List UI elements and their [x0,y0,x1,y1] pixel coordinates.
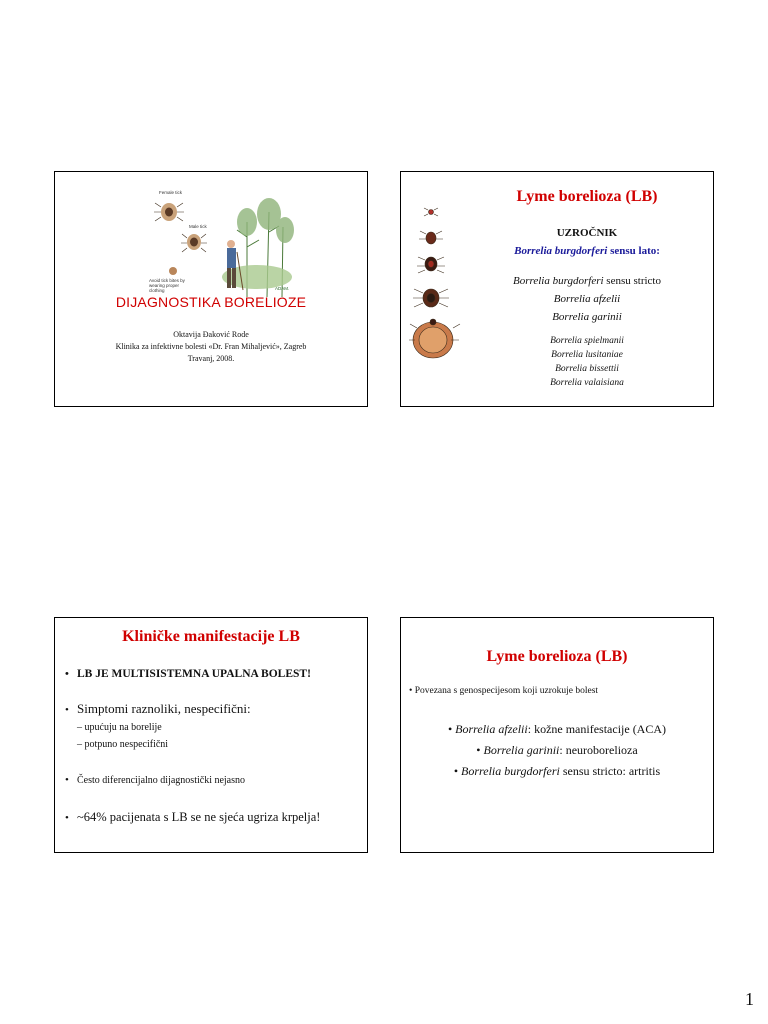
species-italic: Borrelia burgdorferi [513,275,604,287]
page-number: 1 [745,989,754,1009]
genospecies-item: • Borrelia garinii: neuroborelioza [476,743,638,757]
slide-title-lyme: Lyme borelioza (LB) [516,188,658,205]
female-tick-label: Female tick [159,190,183,195]
species-item [461,308,713,326]
slide-clinical-manifestations [54,617,368,853]
slide-genospecies [400,617,714,853]
intro-text: Povezana s genospecijesom koji uzrokuje bolest [414,686,599,696]
genospecies-plain: sensu stricto: artritis [559,764,661,778]
genus-line [461,242,713,260]
bullet-dot: • [65,774,69,786]
tick-illustration [147,182,297,297]
sub-bullet: – potpuno nespecifični [77,739,169,750]
genus-italic: Borrelia burgdorferi [514,245,608,257]
male-tick-label: Male tick [189,224,207,229]
bullet-dot: • [65,704,69,716]
bullet-dot: • [65,812,69,824]
genospecies-plain: : neuroborelioza [559,743,638,757]
genospecies-plain: : kožne manifestacije (ACA) [527,722,667,736]
slide-title-lyme-2: Lyme borelioza (LB) [486,648,628,665]
genospecies-italic: Borrelia garinii [483,743,560,757]
avoid-bites-label: Avoid tick bites by wearing proper clothing [149,278,185,293]
species-italic: Borrelia afzelii [553,293,621,305]
causative-agent-block [461,224,713,390]
bullet-text: Simptomi raznoliki, nespecifični: [77,701,251,716]
slide-causative-agent [400,171,714,407]
presentation-title: DIJAGNOSTIKA BORELIOZE [115,294,307,310]
bullet-item [65,810,361,825]
bullet-text: Često diferencijalno dijagnostički nejasno [77,775,246,786]
genospecies-item: • Borrelia burgdorferi sensu stricto: artritis [453,764,661,778]
author-block [55,329,367,365]
species-item [461,290,713,308]
slide-title [54,171,368,407]
genospecies-italic: Borrelia burgdorferi [461,764,560,778]
other-species-item: Borrelia lusitaniae [551,350,623,360]
sub-bullet: – upućuju na borelije [77,722,162,733]
intro-bullet: • Povezana s genospecijesom koji uzrokuje bolest [409,686,599,696]
genus-suffix: sensu lato: [607,245,660,257]
genospecies-italic: Borrelia afzelii [455,722,528,736]
author-name: Oktavija Đaković Rode [173,330,249,339]
tick-stages-image [409,206,463,406]
bullet-item [65,774,361,786]
species-item [461,272,713,290]
institution: Klinika za infektivne bolesti «Dr. Fran Mihaljević», Zagreb [115,342,307,351]
uzrocnik-heading: UZROČNIK [556,227,618,239]
species-italic: Borrelia garinii [552,311,622,323]
bullet-item [65,701,361,717]
bullet-text: LB JE MULTISISTEMNA UPALNA BOLEST! [77,668,311,680]
species-plain: sensu stricto [603,275,661,287]
other-species-item: Borrelia bissettii [555,364,619,374]
adam-logo: ADAM. [275,286,290,291]
slide-title-clinical: Kliničke manifestacije LB [122,628,300,645]
bullet-dot: • [65,668,69,680]
genospecies-item: • Borrelia afzelii: kožne manifestacije (ACA) [447,722,667,736]
other-species-item: Borrelia valaisiana [550,378,624,388]
other-species-item: Borrelia spielmanii [550,336,624,346]
bullet-text: ~64% pacijenata s LB se ne sjeća ugriza krpelja! [77,810,321,824]
presentation-date: Travanj, 2008. [187,354,235,363]
bullet-item [65,668,361,680]
tick-stages-svg [409,206,463,406]
